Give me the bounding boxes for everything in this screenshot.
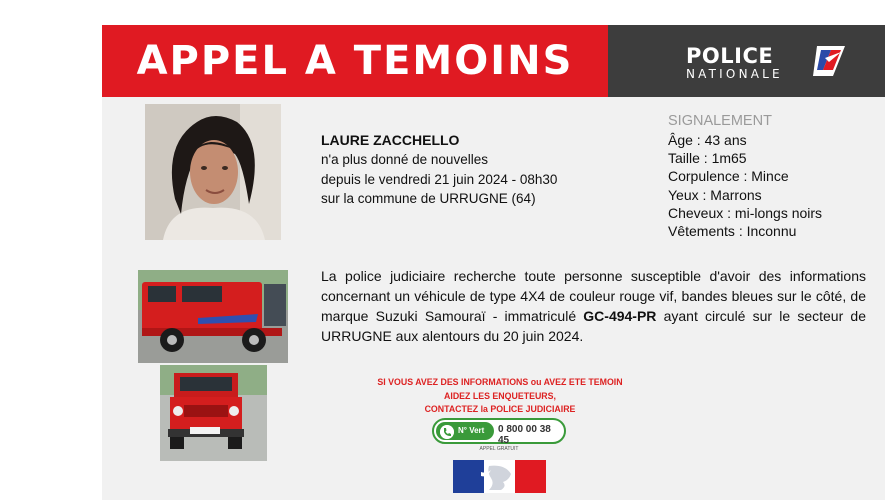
free-call-note: APPEL GRATUIT <box>479 446 519 452</box>
cta-line-2: AIDEZ LES ENQUETEURS, <box>444 391 556 401</box>
missing-person-photo <box>145 104 281 240</box>
vehicle-side-photo <box>138 270 288 363</box>
police-logo-text: POLICE <box>686 44 774 68</box>
republique-francaise-marianne-logo-icon <box>453 460 546 493</box>
numero-vert-badge[interactable] <box>432 418 566 444</box>
vehicle-plate: GC-494-PR <box>583 308 657 324</box>
phone-icon <box>440 425 454 439</box>
signalement-clothing: Vêtements : Inconnu <box>668 223 797 239</box>
person-location-line: sur la commune de URRUGNE (64) <box>321 191 536 206</box>
poster-title: APPEL A TEMOINS <box>136 38 574 84</box>
cta-line-3: CONTACTEZ la POLICE JUDICIAIRE <box>424 404 576 414</box>
signalement-age: Âge : 43 ans <box>668 132 747 148</box>
signalement-build: Corpulence : Mince <box>668 168 789 184</box>
person-date-line: depuis le vendredi 21 juin 2024 - 08h30 <box>321 172 558 187</box>
numero-vert-pill <box>436 422 494 440</box>
vehicle-description-text: La police judiciaire recherche toute personne susceptible d'avoir des informations concernant un véhicule de type 4X4 de couleur rouge vif, bandes bleues sur le côté, de marque Suzuki Samouraï - immatriculé <box>321 268 866 324</box>
person-name: LAURE ZACCHELLO <box>321 132 460 148</box>
signalement-height: Taille : 1m65 <box>668 150 747 166</box>
nationale-logo-text: NATIONALE <box>686 67 783 81</box>
signalement-hair: Cheveux : mi-longs noirs <box>668 205 823 221</box>
police-flame-logo-icon <box>811 44 847 78</box>
numero-vert-label: N° Vert <box>458 426 485 435</box>
signalement-eyes: Yeux : Marrons <box>668 187 762 203</box>
vehicle-description-end: ayant circulé sur le secteur de URRUGNE aux alentours du 20 juin 2024. <box>321 308 866 344</box>
vehicle-description <box>321 266 866 346</box>
signalement-title: SIGNALEMENT <box>668 113 772 129</box>
vehicle-front-photo <box>160 365 267 461</box>
title-banner <box>102 25 608 97</box>
person-status-line: n'a plus donné de nouvelles <box>321 152 488 167</box>
cta-line-1: SI VOUS AVEZ DES INFORMATIONS ou AVEZ ETE TEMOIN <box>377 377 623 387</box>
phone-number[interactable]: 0 800 00 38 45 <box>498 424 551 446</box>
